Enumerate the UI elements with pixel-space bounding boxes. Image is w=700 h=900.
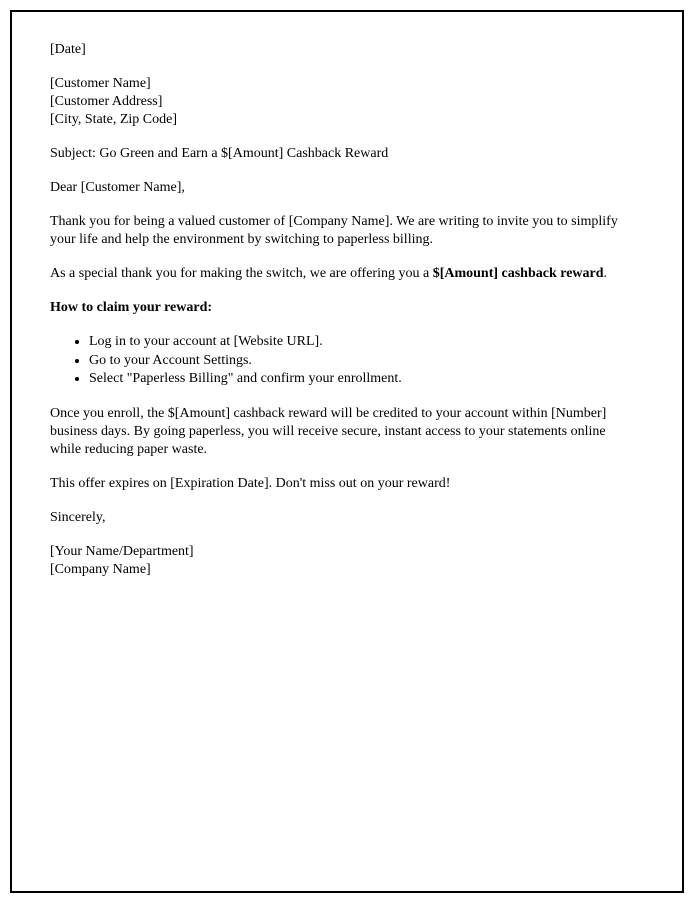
letter-date: [Date] xyxy=(50,42,86,57)
offer-bold-text: $[Amount] cashback reward xyxy=(432,266,604,281)
recipient-address-line: [Customer Address] xyxy=(50,94,163,109)
offer-text-suffix: . xyxy=(603,266,608,281)
enrollment-paragraph: Once you enroll, the $[Amount] cashback reward will be credited to your account within [Number] business days. By going paperless, you will receive secure, instant access to your statements online while reducing paper waste. xyxy=(50,405,607,457)
closing: Sincerely, xyxy=(50,509,106,525)
subject-line: Subject: Go Green and Earn a $[Amount] Cashback Reward xyxy=(50,146,389,161)
signature-name-line: [Your Name/Department] xyxy=(50,543,194,559)
offer-paragraph xyxy=(50,265,634,283)
signature-company-line: [Company Name] xyxy=(50,561,151,577)
recipient-address-block xyxy=(50,75,634,129)
claim-step-select: • Select "Paperless Billing" and confirm your enrollment. xyxy=(89,370,634,389)
expiration-paragraph: This offer expires on [Expiration Date]. Don't miss out on your reward! xyxy=(50,475,451,491)
claim-step-login: • Log in to your account at [Website URL]. xyxy=(89,333,634,352)
signature-block xyxy=(50,543,634,579)
letter-page xyxy=(10,10,684,893)
intro-paragraph: Thank you for being a valued customer of [Company Name]. We are writing to invite you to simplify your life and help the environment by switching to paperless billing. xyxy=(50,214,618,247)
offer-text-prefix: As a special thank you for making the switch, we are offering you a xyxy=(50,266,433,281)
recipient-city-line: [City, State, Zip Code] xyxy=(50,112,178,127)
salutation: Dear [Customer Name], xyxy=(50,180,185,195)
recipient-name-line: [Customer Name] xyxy=(50,76,151,91)
claim-step-settings: • Go to your Account Settings. xyxy=(89,352,634,371)
claim-heading: How to claim your reward: xyxy=(50,300,213,315)
claim-steps-list xyxy=(50,333,634,389)
